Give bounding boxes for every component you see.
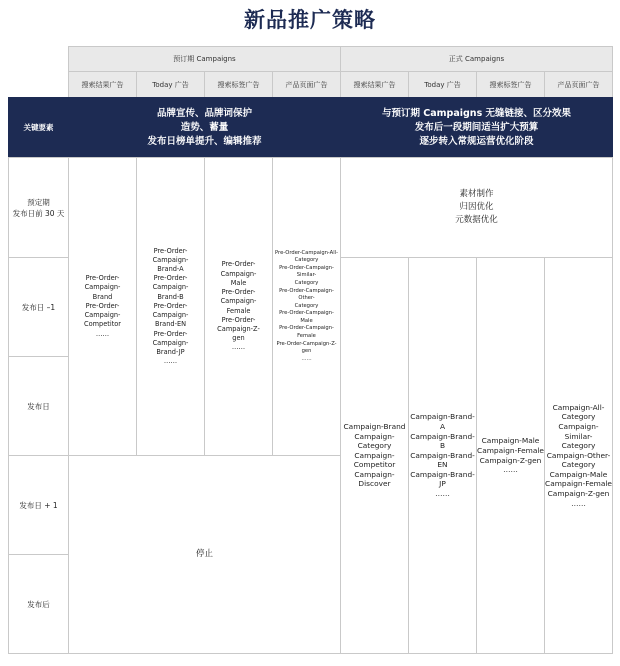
official-col-product-page: 产品页面广告 <box>544 71 613 98</box>
campaign-line: Pre-Order-Campaign-Male <box>279 310 334 324</box>
campaign-line: Category <box>561 412 596 422</box>
campaign-line: Pre-Order-Campaign- <box>152 246 189 264</box>
campaign-line: Brand-B <box>157 292 184 301</box>
campaign-line: Pre-Order-Campaign- <box>152 274 189 292</box>
campaign-line: Campaign-Brand-EN <box>410 450 475 470</box>
campaign-line: Male <box>230 278 247 287</box>
task-line: 素材制作 <box>459 189 494 199</box>
campaign-line: Brand-A <box>157 265 184 274</box>
campaign-line: Brand-JP <box>156 347 185 356</box>
key-elements-label <box>8 97 69 158</box>
preorder-search-tab-campaigns <box>204 157 273 456</box>
official-col-today: Today 广告 <box>408 71 477 98</box>
campaign-line: Brand <box>92 292 113 301</box>
row-label-launch-day: 发布日 <box>8 356 69 456</box>
campaign-line: Campaign-Brand-B <box>410 431 475 451</box>
campaign-line: …… <box>435 489 450 499</box>
campaign-line: Pre-Order-Campaign- <box>152 301 189 320</box>
campaign-line: Competitor <box>353 460 396 470</box>
preorder-col-product-page: 产品页面广告 <box>272 71 341 98</box>
official-col-search-tab: 搜索标签广告 <box>476 71 545 98</box>
campaign-line: Campaign-Male <box>481 436 540 446</box>
preorder-key-elements <box>68 97 341 158</box>
campaign-line: Campaign-Category <box>354 431 395 451</box>
campaign-line: Pre-Order-Campaign- <box>220 288 257 306</box>
campaign-line: Campaign-Similar- <box>558 421 599 441</box>
campaign-line: Campaign-Discover <box>354 469 395 489</box>
campaign-line: Campaign-Other- <box>546 450 611 460</box>
campaign-line: Category <box>294 302 319 309</box>
preorder-today-campaigns <box>136 157 205 456</box>
campaign-line: …… <box>163 357 178 366</box>
campaign-line: Brand-EN <box>154 320 187 329</box>
row-label-preorder-period <box>8 157 69 258</box>
official-search-results-campaigns <box>340 257 409 654</box>
preorder-key-line: 品牌宣传、品牌词保护 <box>156 107 252 119</box>
campaign-line: Category <box>294 257 319 264</box>
campaign-line: Campaign-Female <box>477 445 544 455</box>
row-label-post-launch: 发布后 <box>8 554 69 654</box>
official-product-page-campaigns <box>544 257 613 654</box>
row-label-line: 发布日前 30 天 <box>12 208 65 218</box>
campaign-line: Campaign-All- <box>552 402 605 412</box>
campaign-line: Pre-Order-Campaign- <box>84 274 121 292</box>
campaign-line: …… <box>503 465 518 475</box>
preorder-col-search-tab: 搜索标签广告 <box>204 71 273 98</box>
official-today-campaigns <box>408 257 477 654</box>
official-group-header: 正式 Campaigns <box>340 46 613 72</box>
task-line: 元数据优化 <box>455 215 498 225</box>
campaign-line: …… <box>95 329 110 338</box>
campaign-line: Campaign-Z-gen <box>547 489 610 499</box>
campaign-line: Category <box>561 441 596 451</box>
campaign-line: Competitor <box>83 320 122 329</box>
row-label-launch-plus-1: 发布日 + 1 <box>8 455 69 555</box>
campaign-line: Campaign-Brand-A <box>410 412 475 431</box>
official-key-line: 与预订期 Campaigns 无缝链接、区分效果 <box>381 107 572 119</box>
official-key-elements <box>340 97 613 158</box>
campaign-line: Category <box>561 460 596 470</box>
preorder-key-line: 发布日榜单提升、编辑推荐 <box>147 135 262 147</box>
page-title: 新品推广策略 <box>244 8 376 32</box>
campaign-line: Pre-Order-Campaign- <box>152 329 189 347</box>
campaign-line: Campaign-Female <box>545 479 612 489</box>
preorder-product-page-campaigns <box>272 157 341 456</box>
campaign-line: …… <box>231 343 246 352</box>
preorder-col-search-results: 搜索结果广告 <box>68 71 137 98</box>
campaign-line: …… <box>301 355 312 362</box>
campaign-line: Pre-Order-Campaign-Z-gen <box>276 340 337 355</box>
task-line: 归因优化 <box>459 202 494 212</box>
campaign-line: Female <box>226 306 251 315</box>
campaign-line: Pre-Order-Campaign-Z- <box>217 315 260 333</box>
campaign-line: Pre-Order-Campaign-Similar- <box>279 264 334 279</box>
campaign-line: Pre-Order-Campaign- <box>220 260 257 278</box>
official-prelaunch-tasks <box>340 157 613 258</box>
campaign-line: Category <box>294 279 319 286</box>
official-key-line: 发布后一段期间适当扩大预算 <box>414 121 539 133</box>
official-search-tab-campaigns <box>476 257 545 654</box>
campaign-line: Campaign-Z-gen <box>479 455 542 465</box>
key-elements-label-text: 关键要素 <box>23 123 54 132</box>
preorder-stop-cell <box>68 455 341 654</box>
campaign-line: Campaign-Brand-JP <box>410 469 475 489</box>
preorder-group-header: 预订期 Campaigns <box>68 46 341 72</box>
campaign-line: Pre-Order-Campaign-Female <box>279 325 334 340</box>
campaign-line: Pre-Order-Campaign-Other- <box>279 287 334 302</box>
campaign-line: Pre-Order-Campaign- <box>84 301 121 320</box>
campaign-line: Campaign-Brand <box>343 421 406 431</box>
stop-text: 停止 <box>195 549 213 559</box>
campaign-line: Campaign- <box>354 450 395 460</box>
campaign-line: …… <box>571 498 586 508</box>
preorder-search-results-campaigns <box>68 157 137 456</box>
campaign-line: gen <box>232 334 245 343</box>
campaign-line: Pre-Order-Campaign-All- <box>275 249 338 256</box>
official-key-line: 逐步转入常规运营优化阶段 <box>419 135 534 147</box>
row-label-launch-minus-1: 发布日 –1 <box>8 257 69 357</box>
preorder-col-today: Today 广告 <box>136 71 205 98</box>
preorder-key-line: 造势、蓄量 <box>180 121 229 133</box>
row-label-line: 预定期 <box>27 197 50 207</box>
campaign-line: Campaign-Male <box>549 469 608 479</box>
official-col-search-results: 搜索结果广告 <box>340 71 409 98</box>
